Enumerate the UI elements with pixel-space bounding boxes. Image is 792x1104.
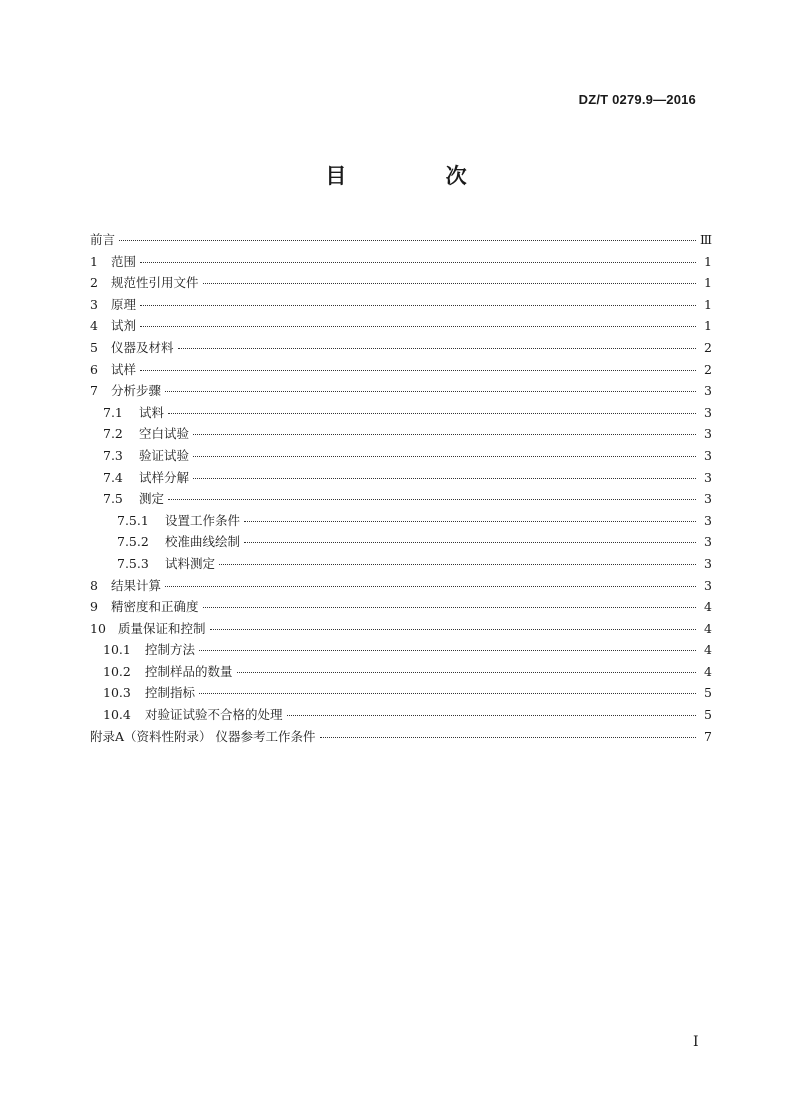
dot-leader bbox=[199, 650, 696, 651]
toc-entry-label: 分析步骤 bbox=[111, 383, 162, 399]
toc-entry[interactable] bbox=[90, 662, 712, 684]
dot-leader bbox=[287, 715, 696, 716]
toc-entry[interactable] bbox=[90, 230, 712, 252]
dot-leader bbox=[199, 693, 696, 694]
dot-leader bbox=[219, 564, 696, 565]
dot-leader bbox=[203, 607, 696, 608]
toc-entry-number: 4 bbox=[90, 318, 98, 334]
dot-leader bbox=[140, 305, 696, 306]
dot-leader bbox=[320, 737, 696, 738]
dot-leader bbox=[140, 326, 696, 327]
toc-entry[interactable] bbox=[90, 468, 712, 490]
toc-entry-number: 7.4 bbox=[103, 469, 123, 485]
toc-entry-label: 仪器及材料 bbox=[111, 339, 174, 355]
toc-entry-page: 3 bbox=[704, 383, 712, 399]
toc-entry-label: 试剂 bbox=[111, 318, 137, 334]
toc-entry-label: 质量保证和控制 bbox=[118, 620, 206, 636]
toc-entry-page: 3 bbox=[704, 491, 712, 507]
toc-entry-page: 3 bbox=[704, 534, 712, 550]
toc-entry-page: 7 bbox=[704, 728, 712, 744]
toc-entry-number: 7.5.2 bbox=[117, 534, 149, 550]
toc-entry-number: 10.4 bbox=[103, 707, 131, 723]
toc-entry-label: 试样分解 bbox=[139, 469, 190, 485]
toc-entry-page: 3 bbox=[704, 469, 712, 485]
toc-entry[interactable] bbox=[90, 511, 712, 533]
toc-entry-label: 控制指标 bbox=[145, 685, 196, 701]
toc-entry[interactable] bbox=[90, 727, 712, 749]
page-number: I bbox=[693, 1034, 699, 1050]
toc-entry-page: 5 bbox=[704, 685, 712, 701]
page-title: 目 次 bbox=[325, 163, 513, 188]
dot-leader bbox=[244, 521, 696, 522]
document-code: DZ/T 0279.9—2016 bbox=[578, 92, 696, 107]
toc-entry-label: 附录A（资料性附录） 仪器参考工作条件 bbox=[90, 728, 316, 744]
toc-entry[interactable] bbox=[90, 683, 712, 705]
toc-entry[interactable] bbox=[90, 446, 712, 468]
toc-entry-number: 3 bbox=[90, 296, 98, 312]
toc-entry[interactable] bbox=[90, 640, 712, 662]
toc-entry[interactable] bbox=[90, 360, 712, 382]
toc-entry-number: 9 bbox=[90, 599, 98, 615]
toc-entry-page: 3 bbox=[704, 555, 712, 571]
toc-entry-page: 3 bbox=[704, 577, 712, 593]
dot-leader bbox=[178, 348, 696, 349]
toc-entry-number: 6 bbox=[90, 361, 98, 377]
toc-entry[interactable] bbox=[90, 489, 712, 511]
toc-entry[interactable] bbox=[90, 576, 712, 598]
toc-entry-number: 7.2 bbox=[103, 426, 123, 442]
toc-entry[interactable] bbox=[90, 252, 712, 274]
toc-entry-number: 10.2 bbox=[103, 663, 131, 679]
toc-entry-number: 7.3 bbox=[103, 447, 123, 463]
toc-entry-page: 2 bbox=[704, 339, 712, 355]
dot-leader bbox=[168, 413, 696, 414]
toc-entry-label: 验证试验 bbox=[139, 447, 190, 463]
toc-entry-number: 7.1 bbox=[103, 404, 123, 420]
toc-entry[interactable] bbox=[90, 316, 712, 338]
toc-entry-label: 精密度和正确度 bbox=[111, 599, 199, 615]
toc-entry-label: 试料 bbox=[139, 404, 165, 420]
toc-entry-label: 原理 bbox=[111, 296, 137, 312]
toc-entry-label: 测定 bbox=[139, 491, 165, 507]
dot-leader bbox=[119, 240, 696, 241]
toc-entry-label: 试样 bbox=[111, 361, 137, 377]
toc-entry-label: 对验证试验不合格的处理 bbox=[145, 707, 283, 723]
dot-leader bbox=[237, 672, 696, 673]
toc-entry-page: 1 bbox=[704, 318, 712, 334]
toc-entry-page: 4 bbox=[704, 620, 712, 636]
toc-entry-number: 8 bbox=[90, 577, 98, 593]
toc-entry[interactable] bbox=[90, 597, 712, 619]
toc-entry-label: 范围 bbox=[111, 253, 137, 269]
dot-leader bbox=[193, 478, 696, 479]
dot-leader bbox=[140, 370, 696, 371]
toc-entry-page: 3 bbox=[704, 404, 712, 420]
toc-entry-number: 7.5.1 bbox=[117, 512, 149, 528]
toc-entry-page: 1 bbox=[704, 296, 712, 312]
toc-entry-number: 2 bbox=[90, 275, 98, 291]
toc-entry-label: 试料测定 bbox=[165, 555, 216, 571]
toc-entry-label: 校准曲线绘制 bbox=[165, 534, 241, 550]
toc-entry[interactable] bbox=[90, 273, 712, 295]
toc-entry-page: 4 bbox=[704, 599, 712, 615]
toc-entry[interactable] bbox=[90, 619, 712, 641]
toc-entry-page: 4 bbox=[704, 663, 712, 679]
toc-entry-page: 1 bbox=[704, 253, 712, 269]
toc-entry-page: 5 bbox=[704, 707, 712, 723]
toc-entry-label: 前言 bbox=[90, 232, 116, 247]
dot-leader bbox=[193, 434, 696, 435]
toc-entry[interactable] bbox=[90, 295, 712, 317]
dot-leader bbox=[165, 391, 696, 392]
dot-leader bbox=[140, 262, 696, 263]
toc-entry[interactable] bbox=[90, 338, 712, 360]
toc-entry-label: 控制方法 bbox=[145, 642, 196, 658]
toc-entry-number: 7.5 bbox=[103, 491, 123, 507]
toc-entry-label: 规范性引用文件 bbox=[111, 275, 199, 291]
toc-entry-number: 1 bbox=[90, 253, 98, 269]
toc-entry-number: 7.5.3 bbox=[117, 555, 149, 571]
toc-entry-number: 7 bbox=[90, 383, 98, 399]
toc-entry-page: 3 bbox=[704, 447, 712, 463]
toc-entry-number: 10.1 bbox=[103, 642, 131, 658]
toc-entry-label: 控制样品的数量 bbox=[145, 663, 233, 679]
toc-entry-label: 结果计算 bbox=[111, 577, 162, 593]
toc-entry-page: Ⅲ bbox=[699, 232, 712, 247]
table-of-contents bbox=[90, 230, 712, 748]
toc-entry-page: 1 bbox=[704, 275, 712, 291]
toc-entry-number: 5 bbox=[90, 339, 98, 355]
toc-entry-page: 4 bbox=[704, 642, 712, 658]
toc-entry-page: 3 bbox=[704, 512, 712, 528]
dot-leader bbox=[244, 542, 696, 543]
toc-entry[interactable] bbox=[90, 424, 712, 446]
toc-entry[interactable] bbox=[90, 403, 712, 425]
dot-leader bbox=[168, 499, 696, 500]
dot-leader bbox=[210, 629, 696, 630]
toc-entry-page: 3 bbox=[704, 426, 712, 442]
toc-entry-label: 设置工作条件 bbox=[165, 512, 241, 528]
toc-entry-label: 空白试验 bbox=[139, 426, 190, 442]
dot-leader bbox=[165, 586, 696, 587]
toc-entry-number: 10.3 bbox=[103, 685, 131, 701]
toc-entry-number: 10 bbox=[90, 620, 106, 636]
dot-leader bbox=[193, 456, 696, 457]
toc-entry[interactable] bbox=[90, 381, 712, 403]
toc-entry[interactable] bbox=[90, 532, 712, 554]
dot-leader bbox=[203, 283, 696, 284]
toc-entry[interactable] bbox=[90, 705, 712, 727]
toc-entry[interactable] bbox=[90, 554, 712, 576]
toc-entry-page: 2 bbox=[704, 361, 712, 377]
